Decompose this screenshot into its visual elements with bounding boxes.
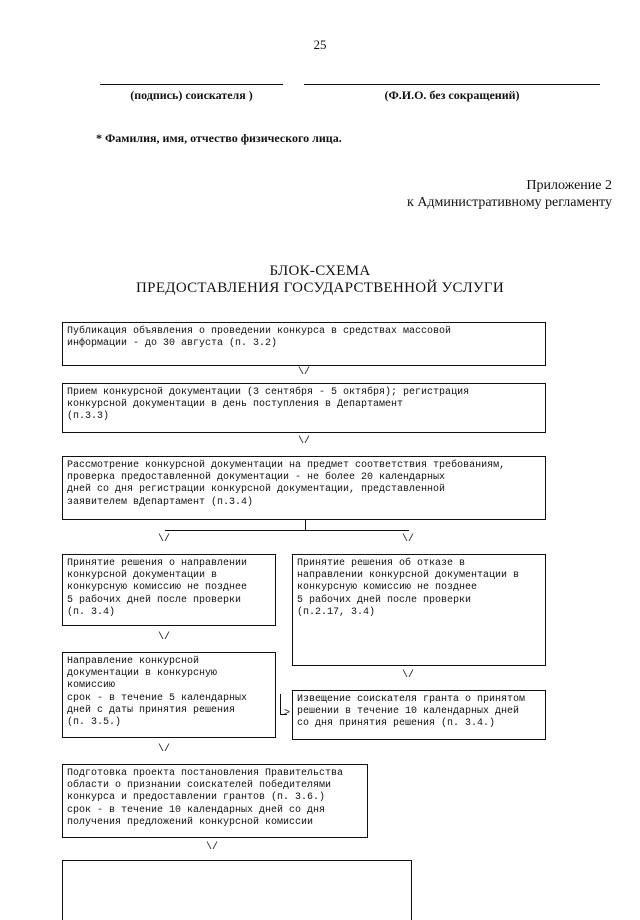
step-notification: Извещение соискателя гранта о принятом решении в течение 10 календарных дней со дня принятия решения (п. 3.4.) <box>292 690 546 740</box>
appendix-number: Приложение 2 <box>526 178 612 193</box>
step-review: Рассмотрение конкурсной документации на предмет соответствия требованиям, проверка предоставленной документации - не более 20 календарных дней со дня регистрации конкурсной документации, представленной заявителем вДепартамент (п.3.4) <box>62 456 546 520</box>
arrow-down-icon: \/ <box>298 436 311 447</box>
arrow-down-icon: \/ <box>402 670 415 681</box>
step-next-partial <box>62 860 412 920</box>
arrow-down-icon: \/ <box>158 632 171 643</box>
step-publication: Публикация объявления о проведении конкурса в средствах массовой информации - до 30 августа (п. 3.2) <box>62 322 546 366</box>
arrow-down-icon: \/ <box>158 534 171 545</box>
arrow-down-icon: \/ <box>298 367 311 378</box>
step-decision-reject: Принятие решения об отказе в направлении конкурсной документации в конкурсную комиссию не позднее 5 рабочих дней после проверки (п.2.17, 3.4) <box>292 554 546 666</box>
page-number: 25 <box>313 37 327 52</box>
signature-line <box>100 84 283 85</box>
step-reception: Прием конкурсной документации (3 сентября - 5 октября); регистрация конкурсной документации в день поступления в Департамент (п.3.3) <box>62 383 546 433</box>
arrow-right-icon: > <box>284 708 291 719</box>
arrow-down-icon: \/ <box>206 842 219 853</box>
flowchart-title: БЛОК-СХЕМА <box>269 263 371 279</box>
arrow-down-icon: \/ <box>402 534 415 545</box>
flowchart-subtitle: ПРЕДОСТАВЛЕНИЯ ГОСУДАРСТВЕННОЙ УСЛУГИ <box>136 280 504 296</box>
step-decision-approve: Принятие решения о направлении конкурсной документации в конкурсную комиссию не позднее 5 рабочих дней после проверки (п. 3.4) <box>62 554 276 626</box>
connector-line <box>280 694 281 714</box>
footnote: * Фамилия, имя, отчество физического лица. <box>96 131 342 145</box>
full-name-label: (Ф.И.О. без сокращений) <box>384 88 520 102</box>
connector-line <box>165 530 409 531</box>
arrow-down-icon: \/ <box>158 744 171 755</box>
step-resolution-draft: Подготовка проекта постановления Правительства области о признании соискателей победителями конкурса и предоставлении грантов (п. 3.6.) срок - в течение 10 календарных дней со дня получения предложений конкурсной комиссии <box>62 764 368 838</box>
signature-label: (подпись) соискателя ) <box>130 88 253 102</box>
name-line <box>304 84 600 85</box>
connector-line <box>305 520 306 530</box>
appendix-reference: к Административному регламенту <box>407 195 612 210</box>
step-send-to-commission: Направление конкурсной документации в конкурсную комиссию срок - в течение 5 календарных дней с даты принятия решения (п. 3.5.) <box>62 652 276 738</box>
